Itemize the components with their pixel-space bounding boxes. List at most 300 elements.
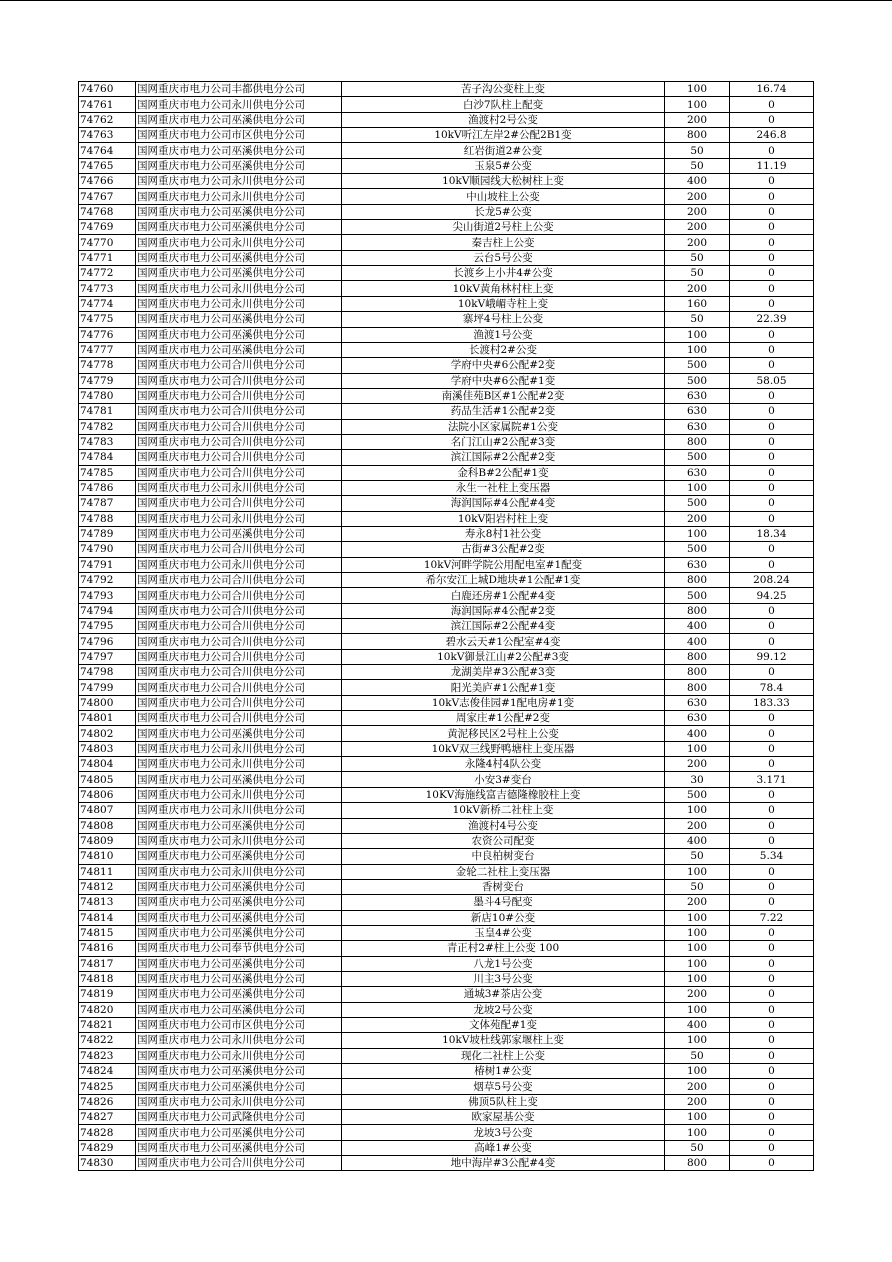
table-row [79, 112, 814, 127]
transformer-name-cell: 欧家屋基公变 [342, 1110, 665, 1125]
table-row [79, 987, 814, 1002]
capacity-cell: 100 [665, 1064, 730, 1079]
record-id-cell: 74830 [79, 1156, 136, 1171]
company-cell: 国网重庆市电力公司合川供电分公司 [136, 434, 342, 449]
transformer-name-cell: 永隆4村4队公变 [342, 757, 665, 772]
company-cell: 国网重庆市电力公司永川供电分公司 [136, 189, 342, 204]
transformer-name-cell: 白鹿还房#1公配#4变 [342, 588, 665, 603]
load-cell: 0 [730, 941, 814, 956]
capacity-cell: 800 [665, 573, 730, 588]
record-id-cell: 74804 [79, 757, 136, 772]
company-cell: 国网重庆市电力公司合川供电分公司 [136, 450, 342, 465]
capacity-cell: 50 [665, 158, 730, 173]
table-row [79, 634, 814, 649]
capacity-cell: 630 [665, 404, 730, 419]
record-id-cell: 74781 [79, 404, 136, 419]
transformer-name-cell: 10kV河畔学院公用配电室#1配变 [342, 557, 665, 572]
capacity-cell: 200 [665, 189, 730, 204]
capacity-cell: 630 [665, 711, 730, 726]
table-row [79, 296, 814, 311]
company-cell: 国网重庆市电力公司永川供电分公司 [136, 281, 342, 296]
record-id-cell: 74765 [79, 158, 136, 173]
table-row [79, 772, 814, 787]
company-cell: 国网重庆市电力公司永川供电分公司 [136, 1033, 342, 1048]
company-cell: 国网重庆市电力公司巫溪供电分公司 [136, 1140, 342, 1155]
company-cell: 国网重庆市电力公司永川供电分公司 [136, 97, 342, 112]
load-cell: 0 [730, 619, 814, 634]
capacity-cell: 630 [665, 388, 730, 403]
company-cell: 国网重庆市电力公司巫溪供电分公司 [136, 250, 342, 265]
capacity-cell: 100 [665, 1002, 730, 1017]
table-row [79, 803, 814, 818]
capacity-cell: 800 [665, 603, 730, 618]
load-cell: 183.33 [730, 695, 814, 710]
table-row [79, 542, 814, 557]
table-row [79, 557, 814, 572]
record-id-cell: 74795 [79, 619, 136, 634]
table-row [79, 895, 814, 910]
capacity-cell: 100 [665, 864, 730, 879]
transformer-name-cell: 川主3号公变 [342, 971, 665, 986]
company-cell: 国网重庆市电力公司合川供电分公司 [136, 388, 342, 403]
transformer-name-cell: 海润国际#4公配#2变 [342, 603, 665, 618]
table-row [79, 174, 814, 189]
table-row [79, 1140, 814, 1155]
capacity-cell: 800 [665, 680, 730, 695]
company-cell: 国网重庆市电力公司永川供电分公司 [136, 480, 342, 495]
capacity-cell: 400 [665, 1017, 730, 1032]
capacity-cell: 500 [665, 787, 730, 802]
capacity-cell: 200 [665, 987, 730, 1002]
record-id-cell: 74823 [79, 1048, 136, 1063]
load-cell: 0 [730, 542, 814, 557]
record-id-cell: 74770 [79, 235, 136, 250]
record-id-cell: 74808 [79, 818, 136, 833]
load-cell: 0 [730, 1094, 814, 1109]
transformer-name-cell: 希尔安江上城D地块#1公配#1变 [342, 573, 665, 588]
load-cell: 22.39 [730, 312, 814, 327]
table-row [79, 480, 814, 495]
company-cell: 国网重庆市电力公司合川供电分公司 [136, 711, 342, 726]
capacity-cell: 100 [665, 910, 730, 925]
transformer-name-cell: 滨江国际#2公配#4变 [342, 619, 665, 634]
load-cell: 0 [730, 250, 814, 265]
load-cell: 0 [730, 757, 814, 772]
table-row [79, 342, 814, 357]
record-id-cell: 74783 [79, 434, 136, 449]
transformer-name-cell: 玉皇4#公变 [342, 925, 665, 940]
load-cell: 0 [730, 864, 814, 879]
company-cell: 国网重庆市电力公司合川供电分公司 [136, 588, 342, 603]
record-id-cell: 74811 [79, 864, 136, 879]
company-cell: 国网重庆市电力公司市区供电分公司 [136, 128, 342, 143]
record-id-cell: 74797 [79, 649, 136, 664]
transformer-name-cell: 10kV志俊佳园#1配电房#1变 [342, 695, 665, 710]
company-cell: 国网重庆市电力公司合川供电分公司 [136, 419, 342, 434]
company-cell: 国网重庆市电力公司巫溪供电分公司 [136, 971, 342, 986]
company-cell: 国网重庆市电力公司巫溪供电分公司 [136, 204, 342, 219]
table-row [79, 158, 814, 173]
company-cell: 国网重庆市电力公司永川供电分公司 [136, 557, 342, 572]
capacity-cell: 200 [665, 204, 730, 219]
capacity-cell: 50 [665, 312, 730, 327]
record-id-cell: 74778 [79, 358, 136, 373]
record-id-cell: 74813 [79, 895, 136, 910]
load-cell: 5.34 [730, 849, 814, 864]
capacity-cell: 200 [665, 1079, 730, 1094]
table-row [79, 404, 814, 419]
record-id-cell: 74789 [79, 526, 136, 541]
company-cell: 国网重庆市电力公司巫溪供电分公司 [136, 220, 342, 235]
load-cell: 0 [730, 1048, 814, 1063]
company-cell: 国网重庆市电力公司永川供电分公司 [136, 757, 342, 772]
company-cell: 国网重庆市电力公司巫溪供电分公司 [136, 772, 342, 787]
table-row [79, 1048, 814, 1063]
record-id-cell: 74792 [79, 573, 136, 588]
record-id-cell: 74826 [79, 1094, 136, 1109]
capacity-cell: 800 [665, 649, 730, 664]
load-cell: 0 [730, 342, 814, 357]
transformer-name-cell: 金轮二社柱上变压器 [342, 864, 665, 879]
table-row [79, 1002, 814, 1017]
company-cell: 国网重庆市电力公司巫溪供电分公司 [136, 726, 342, 741]
load-cell: 0 [730, 787, 814, 802]
load-cell: 0 [730, 465, 814, 480]
record-id-cell: 74825 [79, 1079, 136, 1094]
company-cell: 国网重庆市电力公司合川供电分公司 [136, 358, 342, 373]
record-id-cell: 74760 [79, 82, 136, 97]
table-row [79, 250, 814, 265]
table-row [79, 220, 814, 235]
table-row [79, 1079, 814, 1094]
company-cell: 国网重庆市电力公司合川供电分公司 [136, 680, 342, 695]
transformer-name-cell: 渔渡1号公变 [342, 327, 665, 342]
company-cell: 国网重庆市电力公司武隆供电分公司 [136, 1110, 342, 1125]
table-row [79, 1064, 814, 1079]
capacity-cell: 50 [665, 1048, 730, 1063]
capacity-cell: 500 [665, 496, 730, 511]
load-cell: 0 [730, 388, 814, 403]
record-id-cell: 74776 [79, 327, 136, 342]
company-cell: 国网重庆市电力公司永川供电分公司 [136, 174, 342, 189]
transformer-name-cell: 10kV听江左岸2#公配2B1变 [342, 128, 665, 143]
record-id-cell: 74784 [79, 450, 136, 465]
capacity-cell: 50 [665, 849, 730, 864]
capacity-cell: 800 [665, 434, 730, 449]
load-cell: 0 [730, 818, 814, 833]
record-id-cell: 74822 [79, 1033, 136, 1048]
company-cell: 国网重庆市电力公司巫溪供电分公司 [136, 818, 342, 833]
capacity-cell: 100 [665, 741, 730, 756]
capacity-cell: 400 [665, 634, 730, 649]
load-cell: 0 [730, 1064, 814, 1079]
record-id-cell: 74805 [79, 772, 136, 787]
load-cell: 0 [730, 112, 814, 127]
capacity-cell: 50 [665, 143, 730, 158]
transformer-name-cell: 新店10#公变 [342, 910, 665, 925]
transformer-name-cell: 渔渡村4号公变 [342, 818, 665, 833]
record-id-cell: 74803 [79, 741, 136, 756]
table-row [79, 864, 814, 879]
capacity-cell: 30 [665, 772, 730, 787]
record-id-cell: 74785 [79, 465, 136, 480]
table-row [79, 833, 814, 848]
record-id-cell: 74773 [79, 281, 136, 296]
company-cell: 国网重庆市电力公司合川供电分公司 [136, 634, 342, 649]
table-row [79, 1125, 814, 1140]
transformer-name-cell: 地中海岸#3公配#4变 [342, 1156, 665, 1171]
table-row [79, 1017, 814, 1032]
capacity-cell: 100 [665, 803, 730, 818]
capacity-cell: 100 [665, 97, 730, 112]
load-cell: 0 [730, 557, 814, 572]
table-row [79, 603, 814, 618]
transformer-name-cell: 龙坡2号公变 [342, 1002, 665, 1017]
load-cell: 0 [730, 833, 814, 848]
transformer-table [78, 81, 814, 1171]
company-cell: 国网重庆市电力公司合川供电分公司 [136, 619, 342, 634]
table-row [79, 266, 814, 281]
company-cell: 国网重庆市电力公司巫溪供电分公司 [136, 526, 342, 541]
table-row [79, 358, 814, 373]
record-id-cell: 74809 [79, 833, 136, 848]
table-row [79, 849, 814, 864]
capacity-cell: 200 [665, 1094, 730, 1109]
transformer-name-cell: 周家庄#1公配#2变 [342, 711, 665, 726]
load-cell: 58.05 [730, 373, 814, 388]
capacity-cell: 630 [665, 419, 730, 434]
company-cell: 国网重庆市电力公司巫溪供电分公司 [136, 1125, 342, 1140]
record-id-cell: 74769 [79, 220, 136, 235]
table-row [79, 818, 814, 833]
transformer-name-cell: 椿树1#公变 [342, 1064, 665, 1079]
transformer-name-cell: 长渡乡上小井4#公变 [342, 266, 665, 281]
capacity-cell: 630 [665, 557, 730, 572]
capacity-cell: 200 [665, 757, 730, 772]
record-id-cell: 74794 [79, 603, 136, 618]
table-row [79, 726, 814, 741]
transformer-name-cell: 10kV顺园线大松树柱上变 [342, 174, 665, 189]
transformer-name-cell: 10kV阳岩村柱上变 [342, 511, 665, 526]
table-row [79, 879, 814, 894]
company-cell: 国网重庆市电力公司巫溪供电分公司 [136, 266, 342, 281]
company-cell: 国网重庆市电力公司奉节供电分公司 [136, 941, 342, 956]
company-cell: 国网重庆市电力公司巫溪供电分公司 [136, 312, 342, 327]
company-cell: 国网重庆市电力公司巫溪供电分公司 [136, 327, 342, 342]
capacity-cell: 100 [665, 327, 730, 342]
load-cell: 0 [730, 1002, 814, 1017]
company-cell: 国网重庆市电力公司丰都供电分公司 [136, 82, 342, 97]
table-row [79, 588, 814, 603]
transformer-name-cell: 玉泉5#公变 [342, 158, 665, 173]
transformer-name-cell: 长渡村2#公变 [342, 342, 665, 357]
company-cell: 国网重庆市电力公司永川供电分公司 [136, 511, 342, 526]
record-id-cell: 74799 [79, 680, 136, 695]
capacity-cell: 800 [665, 665, 730, 680]
page-top-rule [0, 0, 892, 1]
capacity-cell: 500 [665, 588, 730, 603]
record-id-cell: 74786 [79, 480, 136, 495]
transformer-name-cell: 佛顶5队柱上变 [342, 1094, 665, 1109]
company-cell: 国网重庆市电力公司合川供电分公司 [136, 496, 342, 511]
load-cell: 0 [730, 266, 814, 281]
load-cell: 0 [730, 511, 814, 526]
transformer-name-cell: 10kV黄角林村柱上变 [342, 281, 665, 296]
record-id-cell: 74821 [79, 1017, 136, 1032]
company-cell: 国网重庆市电力公司合川供电分公司 [136, 542, 342, 557]
load-cell: 0 [730, 711, 814, 726]
load-cell: 0 [730, 358, 814, 373]
capacity-cell: 500 [665, 358, 730, 373]
transformer-name-cell: 海润国际#4公配#4变 [342, 496, 665, 511]
load-cell: 94.25 [730, 588, 814, 603]
capacity-cell: 50 [665, 250, 730, 265]
capacity-cell: 400 [665, 619, 730, 634]
record-id-cell: 74798 [79, 665, 136, 680]
company-cell: 国网重庆市电力公司永川供电分公司 [136, 803, 342, 818]
record-id-cell: 74767 [79, 189, 136, 204]
table-row [79, 496, 814, 511]
transformer-name-cell: 现化二社柱上公变 [342, 1048, 665, 1063]
load-cell: 11.19 [730, 158, 814, 173]
table-row [79, 419, 814, 434]
transformer-name-cell: 10kV双三线野鸭塘柱上变压器 [342, 741, 665, 756]
transformer-name-cell: 10kV新桥二社柱上变 [342, 803, 665, 818]
table-row [79, 1033, 814, 1048]
capacity-cell: 50 [665, 1140, 730, 1155]
table-row [79, 373, 814, 388]
table-row [79, 82, 814, 97]
company-cell: 国网重庆市电力公司合川供电分公司 [136, 373, 342, 388]
company-cell: 国网重庆市电力公司永川供电分公司 [136, 235, 342, 250]
record-id-cell: 74768 [79, 204, 136, 219]
load-cell: 0 [730, 189, 814, 204]
table-row [79, 312, 814, 327]
transformer-name-cell: 10kV御景江山#2公配#3变 [342, 649, 665, 664]
capacity-cell: 200 [665, 895, 730, 910]
transformer-name-cell: 药品生活#1公配#2变 [342, 404, 665, 419]
company-cell: 国网重庆市电力公司合川供电分公司 [136, 404, 342, 419]
capacity-cell: 400 [665, 833, 730, 848]
record-id-cell: 74766 [79, 174, 136, 189]
table-row [79, 204, 814, 219]
transformer-name-cell: 中良柏树变台 [342, 849, 665, 864]
load-cell: 0 [730, 220, 814, 235]
record-id-cell: 74827 [79, 1110, 136, 1125]
load-cell: 3.171 [730, 772, 814, 787]
load-cell: 0 [730, 235, 814, 250]
capacity-cell: 500 [665, 542, 730, 557]
company-cell: 国网重庆市电力公司巫溪供电分公司 [136, 1079, 342, 1094]
transformer-name-cell: 秦吉柱上公变 [342, 235, 665, 250]
record-id-cell: 74762 [79, 112, 136, 127]
company-cell: 国网重庆市电力公司巫溪供电分公司 [136, 342, 342, 357]
table-row [79, 925, 814, 940]
capacity-cell: 100 [665, 82, 730, 97]
transformer-name-cell: 尖山街道2号柱上公变 [342, 220, 665, 235]
table-row [79, 680, 814, 695]
table-row [79, 143, 814, 158]
company-cell: 国网重庆市电力公司巫溪供电分公司 [136, 956, 342, 971]
capacity-cell: 100 [665, 342, 730, 357]
capacity-cell: 200 [665, 511, 730, 526]
capacity-cell: 50 [665, 266, 730, 281]
transformer-name-cell: 金科B#2公配#1变 [342, 465, 665, 480]
record-id-cell: 74788 [79, 511, 136, 526]
table-row [79, 128, 814, 143]
company-cell: 国网重庆市电力公司合川供电分公司 [136, 603, 342, 618]
load-cell: 0 [730, 434, 814, 449]
capacity-cell: 400 [665, 174, 730, 189]
load-cell: 0 [730, 281, 814, 296]
capacity-cell: 200 [665, 818, 730, 833]
load-cell: 246.8 [730, 128, 814, 143]
company-cell: 国网重庆市电力公司永川供电分公司 [136, 296, 342, 311]
transformer-name-cell: 龙湖美岸#3公配#3变 [342, 665, 665, 680]
transformer-name-cell: 寿永8村1社公变 [342, 526, 665, 541]
table-row [79, 665, 814, 680]
capacity-cell: 500 [665, 373, 730, 388]
load-cell: 0 [730, 1140, 814, 1155]
company-cell: 国网重庆市电力公司巫溪供电分公司 [136, 849, 342, 864]
capacity-cell: 200 [665, 281, 730, 296]
company-cell: 国网重庆市电力公司巫溪供电分公司 [136, 910, 342, 925]
capacity-cell: 800 [665, 1156, 730, 1171]
load-cell: 0 [730, 1125, 814, 1140]
capacity-cell: 100 [665, 941, 730, 956]
capacity-cell: 100 [665, 971, 730, 986]
transformer-name-cell: 寨坪4号柱上公变 [342, 312, 665, 327]
transformer-name-cell: 文体苑配#1变 [342, 1017, 665, 1032]
capacity-cell: 100 [665, 1110, 730, 1125]
load-cell: 0 [730, 956, 814, 971]
load-cell: 0 [730, 450, 814, 465]
table-row [79, 465, 814, 480]
load-cell: 7.22 [730, 910, 814, 925]
table-body [79, 82, 814, 1171]
load-cell: 0 [730, 97, 814, 112]
capacity-cell: 200 [665, 112, 730, 127]
table-row [79, 971, 814, 986]
table-row [79, 434, 814, 449]
load-cell: 0 [730, 1017, 814, 1032]
record-id-cell: 74816 [79, 941, 136, 956]
table-row [79, 573, 814, 588]
record-id-cell: 74810 [79, 849, 136, 864]
company-cell: 国网重庆市电力公司合川供电分公司 [136, 665, 342, 680]
transformer-name-cell: 红岩街道2#公变 [342, 143, 665, 158]
record-id-cell: 74780 [79, 388, 136, 403]
transformer-name-cell: 南溪佳苑B区#1公配#2变 [342, 388, 665, 403]
transformer-name-cell: 小安3#变台 [342, 772, 665, 787]
load-cell: 0 [730, 665, 814, 680]
capacity-cell: 100 [665, 1033, 730, 1048]
company-cell: 国网重庆市电力公司永川供电分公司 [136, 1094, 342, 1109]
capacity-cell: 100 [665, 925, 730, 940]
load-cell: 78.4 [730, 680, 814, 695]
load-cell: 0 [730, 803, 814, 818]
company-cell: 国网重庆市电力公司永川供电分公司 [136, 833, 342, 848]
capacity-cell: 800 [665, 128, 730, 143]
load-cell: 0 [730, 1156, 814, 1171]
transformer-name-cell: 烟草5号公变 [342, 1079, 665, 1094]
record-id-cell: 74761 [79, 97, 136, 112]
record-id-cell: 74824 [79, 1064, 136, 1079]
transformer-name-cell: 黄泥移民区2号柱上公变 [342, 726, 665, 741]
load-cell: 0 [730, 174, 814, 189]
company-cell: 国网重庆市电力公司市区供电分公司 [136, 1017, 342, 1032]
record-id-cell: 74817 [79, 956, 136, 971]
